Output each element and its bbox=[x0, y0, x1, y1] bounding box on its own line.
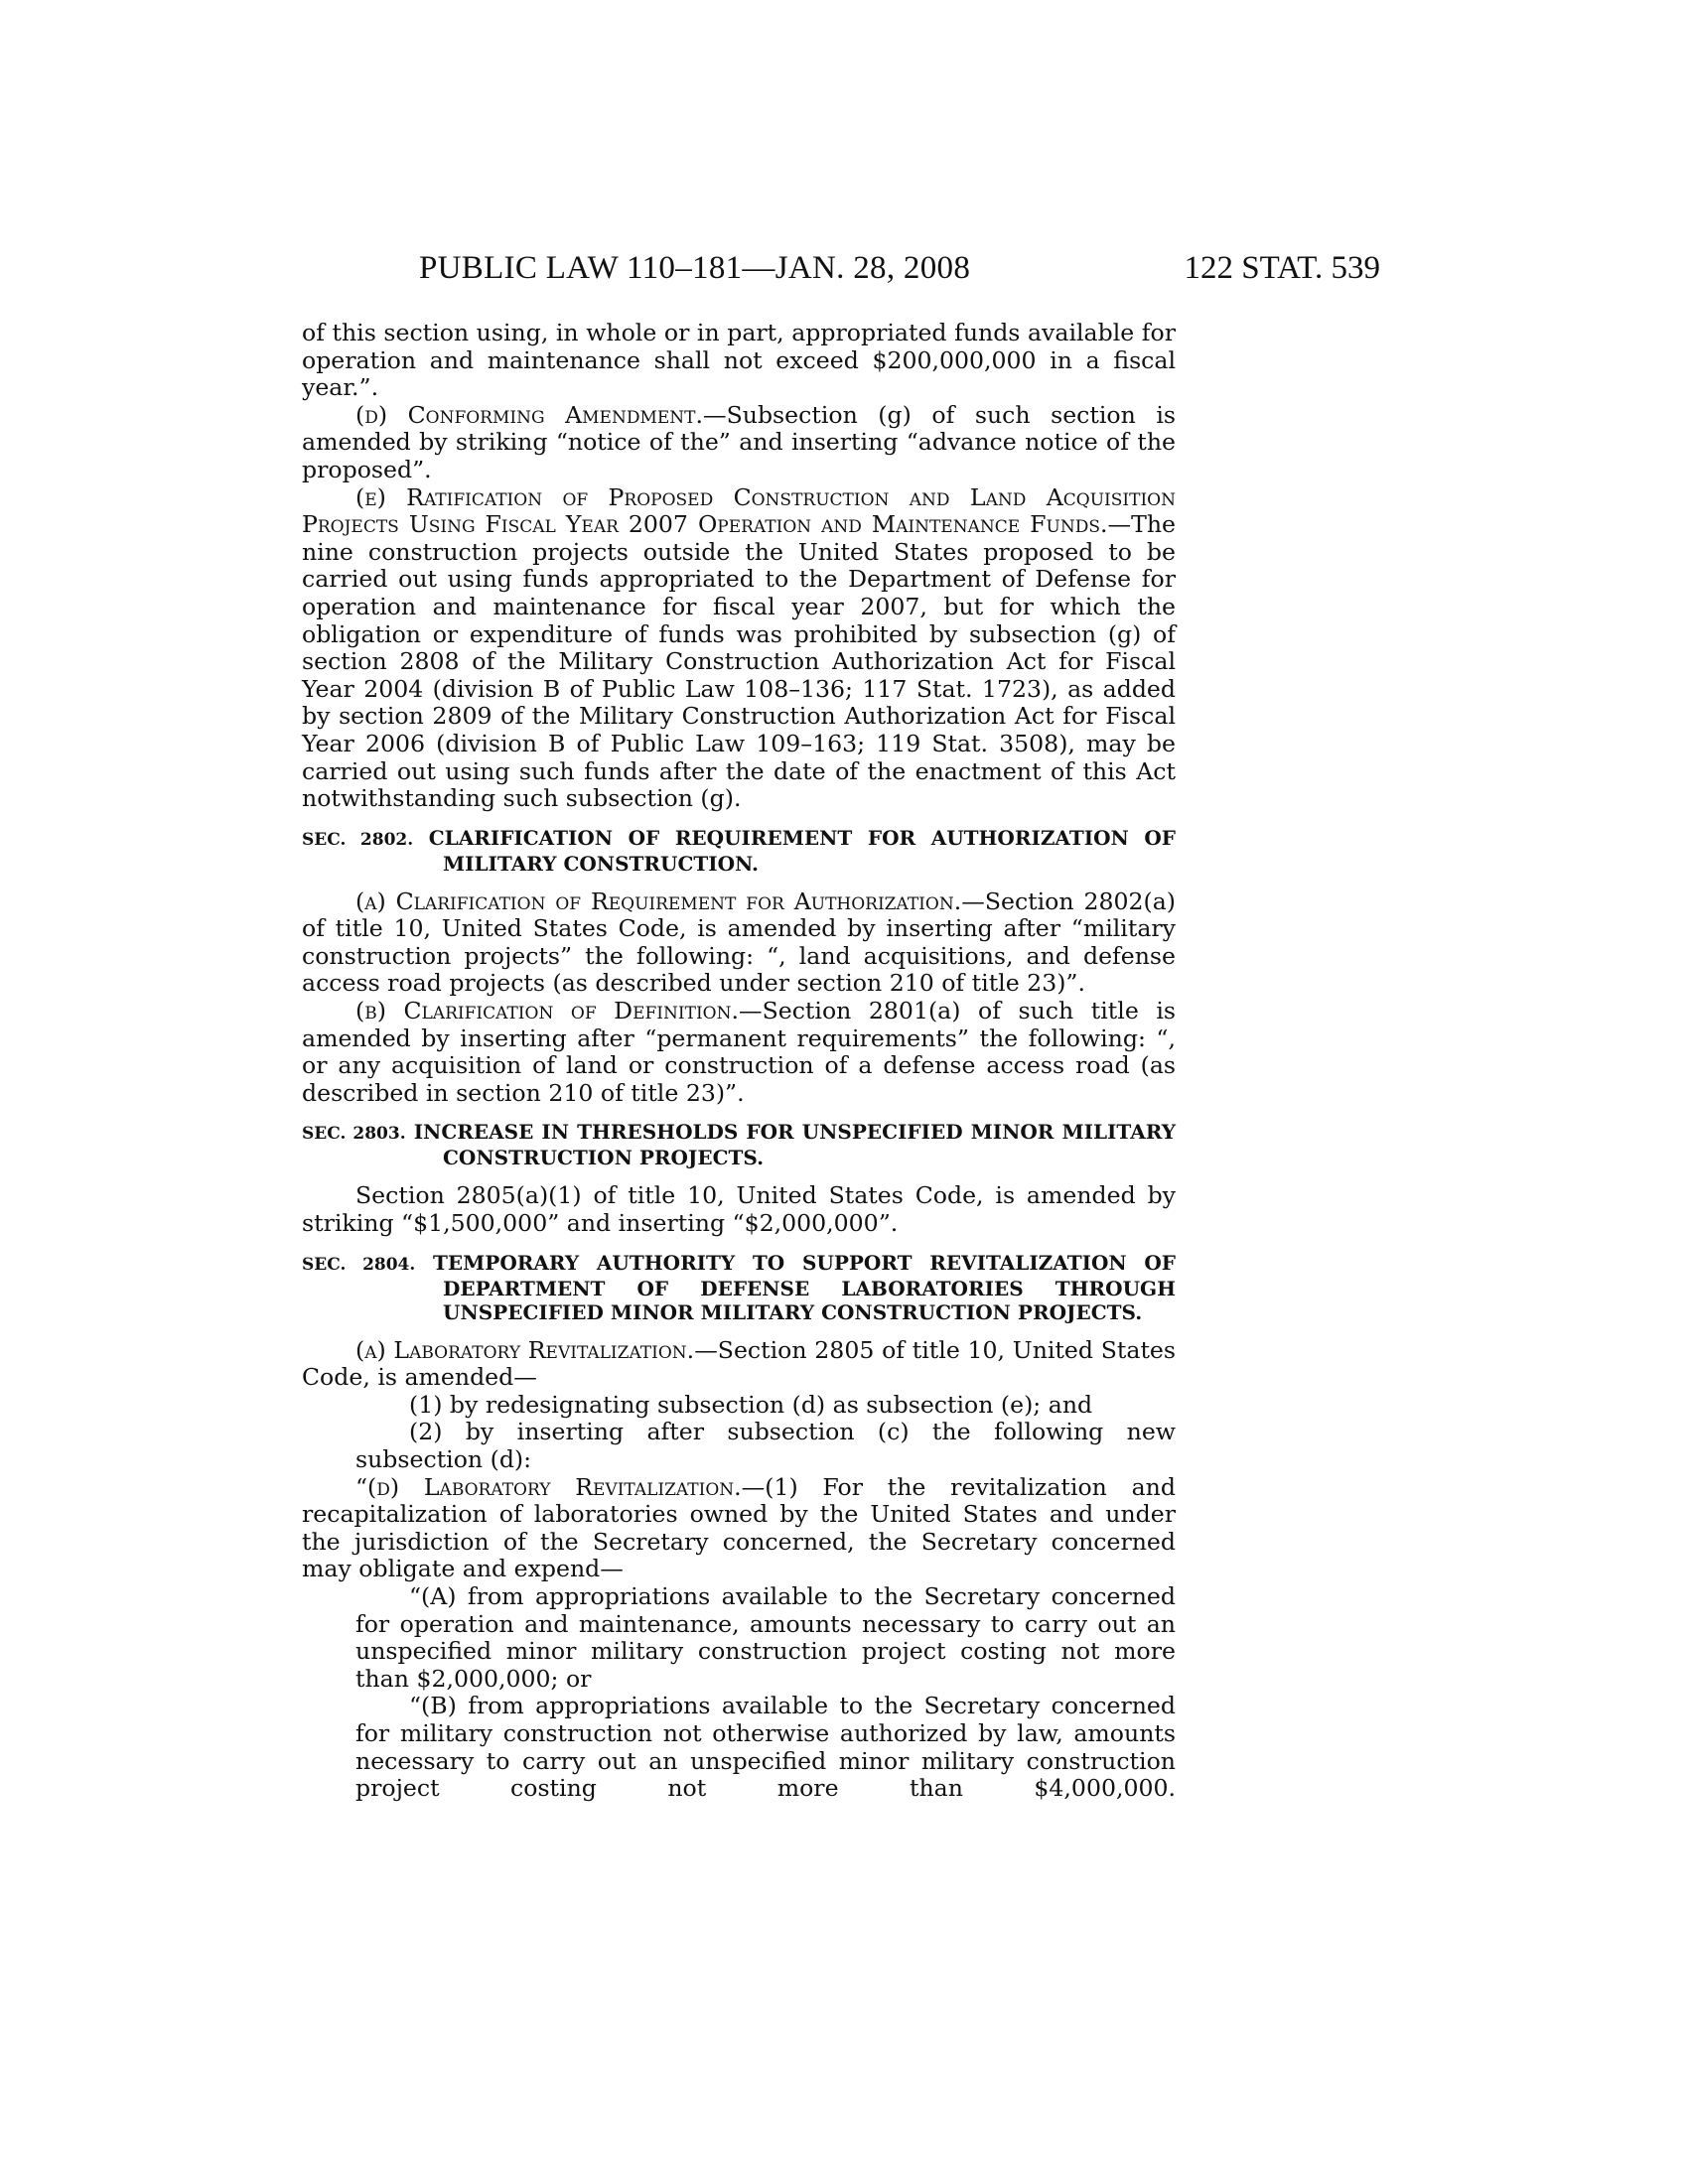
paragraph-text: —The nine construction projects outside the United States proposed to be carried out using funds appropriated to the Department of Defense for operation and maintenance for fiscal year 2007, but for which the obligation or expenditure of funds was prohibited by subsection (g) of section 2808 of the Military Construction Authorization Act for Fiscal Year 2004 (division B of Public Law 108–136; 117 Stat. 1723), as added by section 2809 of the Military Construction Authorization Act for Fiscal Year 2006 (division B of Public Law 109–163; 119 Stat. 3508), may be carried out using such funds after the date of the enactment of this Act notwithstanding such subsection (g). bbox=[302, 510, 1176, 813]
list-item-text: “(A) from appropriations available to the Secretary concerned for operation and maintenance, amounts necessary to carry out an unspecified minor military construction project costing not more than $2,000,000; or bbox=[355, 1581, 1176, 1693]
list-item bbox=[302, 1583, 1176, 1693]
paragraph-text: Section 2805(a)(1) of title 10, United States Code, is amended by striking “$1,500,000” and inserting “$2,000,000”. bbox=[302, 1181, 1176, 1238]
document-body bbox=[302, 320, 1176, 1803]
running-head: PUBLIC LAW 110–181—JAN. 28, 2008 bbox=[419, 250, 971, 286]
paragraph-text: —Section 2805 of title 10, United States Code, is amended— bbox=[302, 1335, 1176, 1392]
paragraph-d-quoted bbox=[302, 1474, 1176, 1583]
section-number: SEC. 2803. bbox=[302, 1124, 406, 1145]
list-item-text: (1) by redesignating subsection (d) as subsection (e); and bbox=[409, 1390, 1093, 1419]
paragraph-a bbox=[302, 1337, 1176, 1392]
list-item-text: (2) by inserting after subsection (c) the following new subsection (d): bbox=[355, 1418, 1176, 1473]
paragraph-text: —Section 2801(a) of such title is amended by inserting after “permanent requirements” the following: “, or any acquisition of land or construction of a defense access road (as described in section 210 of title 23)”. bbox=[302, 997, 1176, 1107]
section-title: CLARIFICATION OF REQUIREMENT FOR AUTHORIZATION OF MILITARY CONSTRUCTION. bbox=[428, 825, 1176, 876]
section-title: INCREASE IN THRESHOLDS FOR UNSPECIFIED MINOR MILITARY CONSTRUCTION PROJECTS. bbox=[413, 1120, 1176, 1170]
paragraph-b bbox=[302, 998, 1176, 1107]
list-item bbox=[302, 1419, 1176, 1473]
paragraph bbox=[302, 320, 1176, 402]
paragraph-a bbox=[302, 888, 1176, 998]
paragraph-heading: (b) Clarification of Definition. bbox=[355, 997, 739, 1025]
list-item-text: “(B) from appropriations available to the Secretary concerned for military construction not otherwise authorized by law, amounts necessary to carry out an unspecified minor military construction project costing not more than $4,000,000. bbox=[355, 1692, 1176, 1803]
section-heading-2804 bbox=[302, 1251, 1176, 1324]
paragraph-d bbox=[302, 402, 1176, 484]
paragraph-heading: “(d) Laboratory Revitalization. bbox=[355, 1472, 742, 1501]
paragraph-heading: (a) Laboratory Revitalization. bbox=[355, 1335, 695, 1364]
paragraph-e bbox=[302, 484, 1176, 813]
section-heading-2802 bbox=[302, 826, 1176, 876]
section-number: SEC. 2802. bbox=[302, 829, 414, 850]
paragraph-text: —Subsection (g) of such section is amended by striking “notice of the” and inserting “advance notice of the proposed”. bbox=[302, 400, 1177, 483]
paragraph-text: of this section using, in whole or in part, appropriated funds available for operation and maintenance shall not exceed $200,000,000 in a fiscal year.”. bbox=[302, 319, 1176, 402]
paragraph-heading: (e) Ratification of Proposed Construction and Land Acquisition Projects Using Fiscal Year 2007 Operation and Maintenance Funds. bbox=[302, 482, 1176, 539]
section-number: SEC. 2804. bbox=[302, 1254, 416, 1275]
section-title: TEMPORARY AUTHORITY TO SUPPORT REVITALIZATION OF DEPARTMENT OF DEFENSE LABORATORIES THROUGH UNSPECIFIED MINOR MILITARY CONSTRUCTION PROJECTS. bbox=[433, 1250, 1176, 1324]
page-stat-number: 122 STAT. 539 bbox=[1184, 250, 1380, 286]
list-item bbox=[302, 1693, 1176, 1802]
section-heading-2803 bbox=[302, 1120, 1176, 1169]
paragraph bbox=[302, 1182, 1176, 1237]
paragraph-text: —(1) For the revitalization and recapitalization of laboratories owned by the United States and under the jurisdiction of the Secretary concerned, the Secretary concerned may obligate and expend— bbox=[302, 1472, 1176, 1583]
paragraph-text: —Section 2802(a) of title 10, United States Code, is amended by inserting after “military construction projects” the following: “, land acquisitions, and defense access road projects (as described under section 210 of title 23)”. bbox=[302, 887, 1176, 998]
paragraph-heading: (d) Conforming Amendment. bbox=[355, 400, 703, 429]
list-item bbox=[302, 1392, 1176, 1420]
paragraph-heading: (a) Clarification of Requirement for Authorization. bbox=[355, 887, 962, 915]
page-header bbox=[298, 250, 1380, 294]
